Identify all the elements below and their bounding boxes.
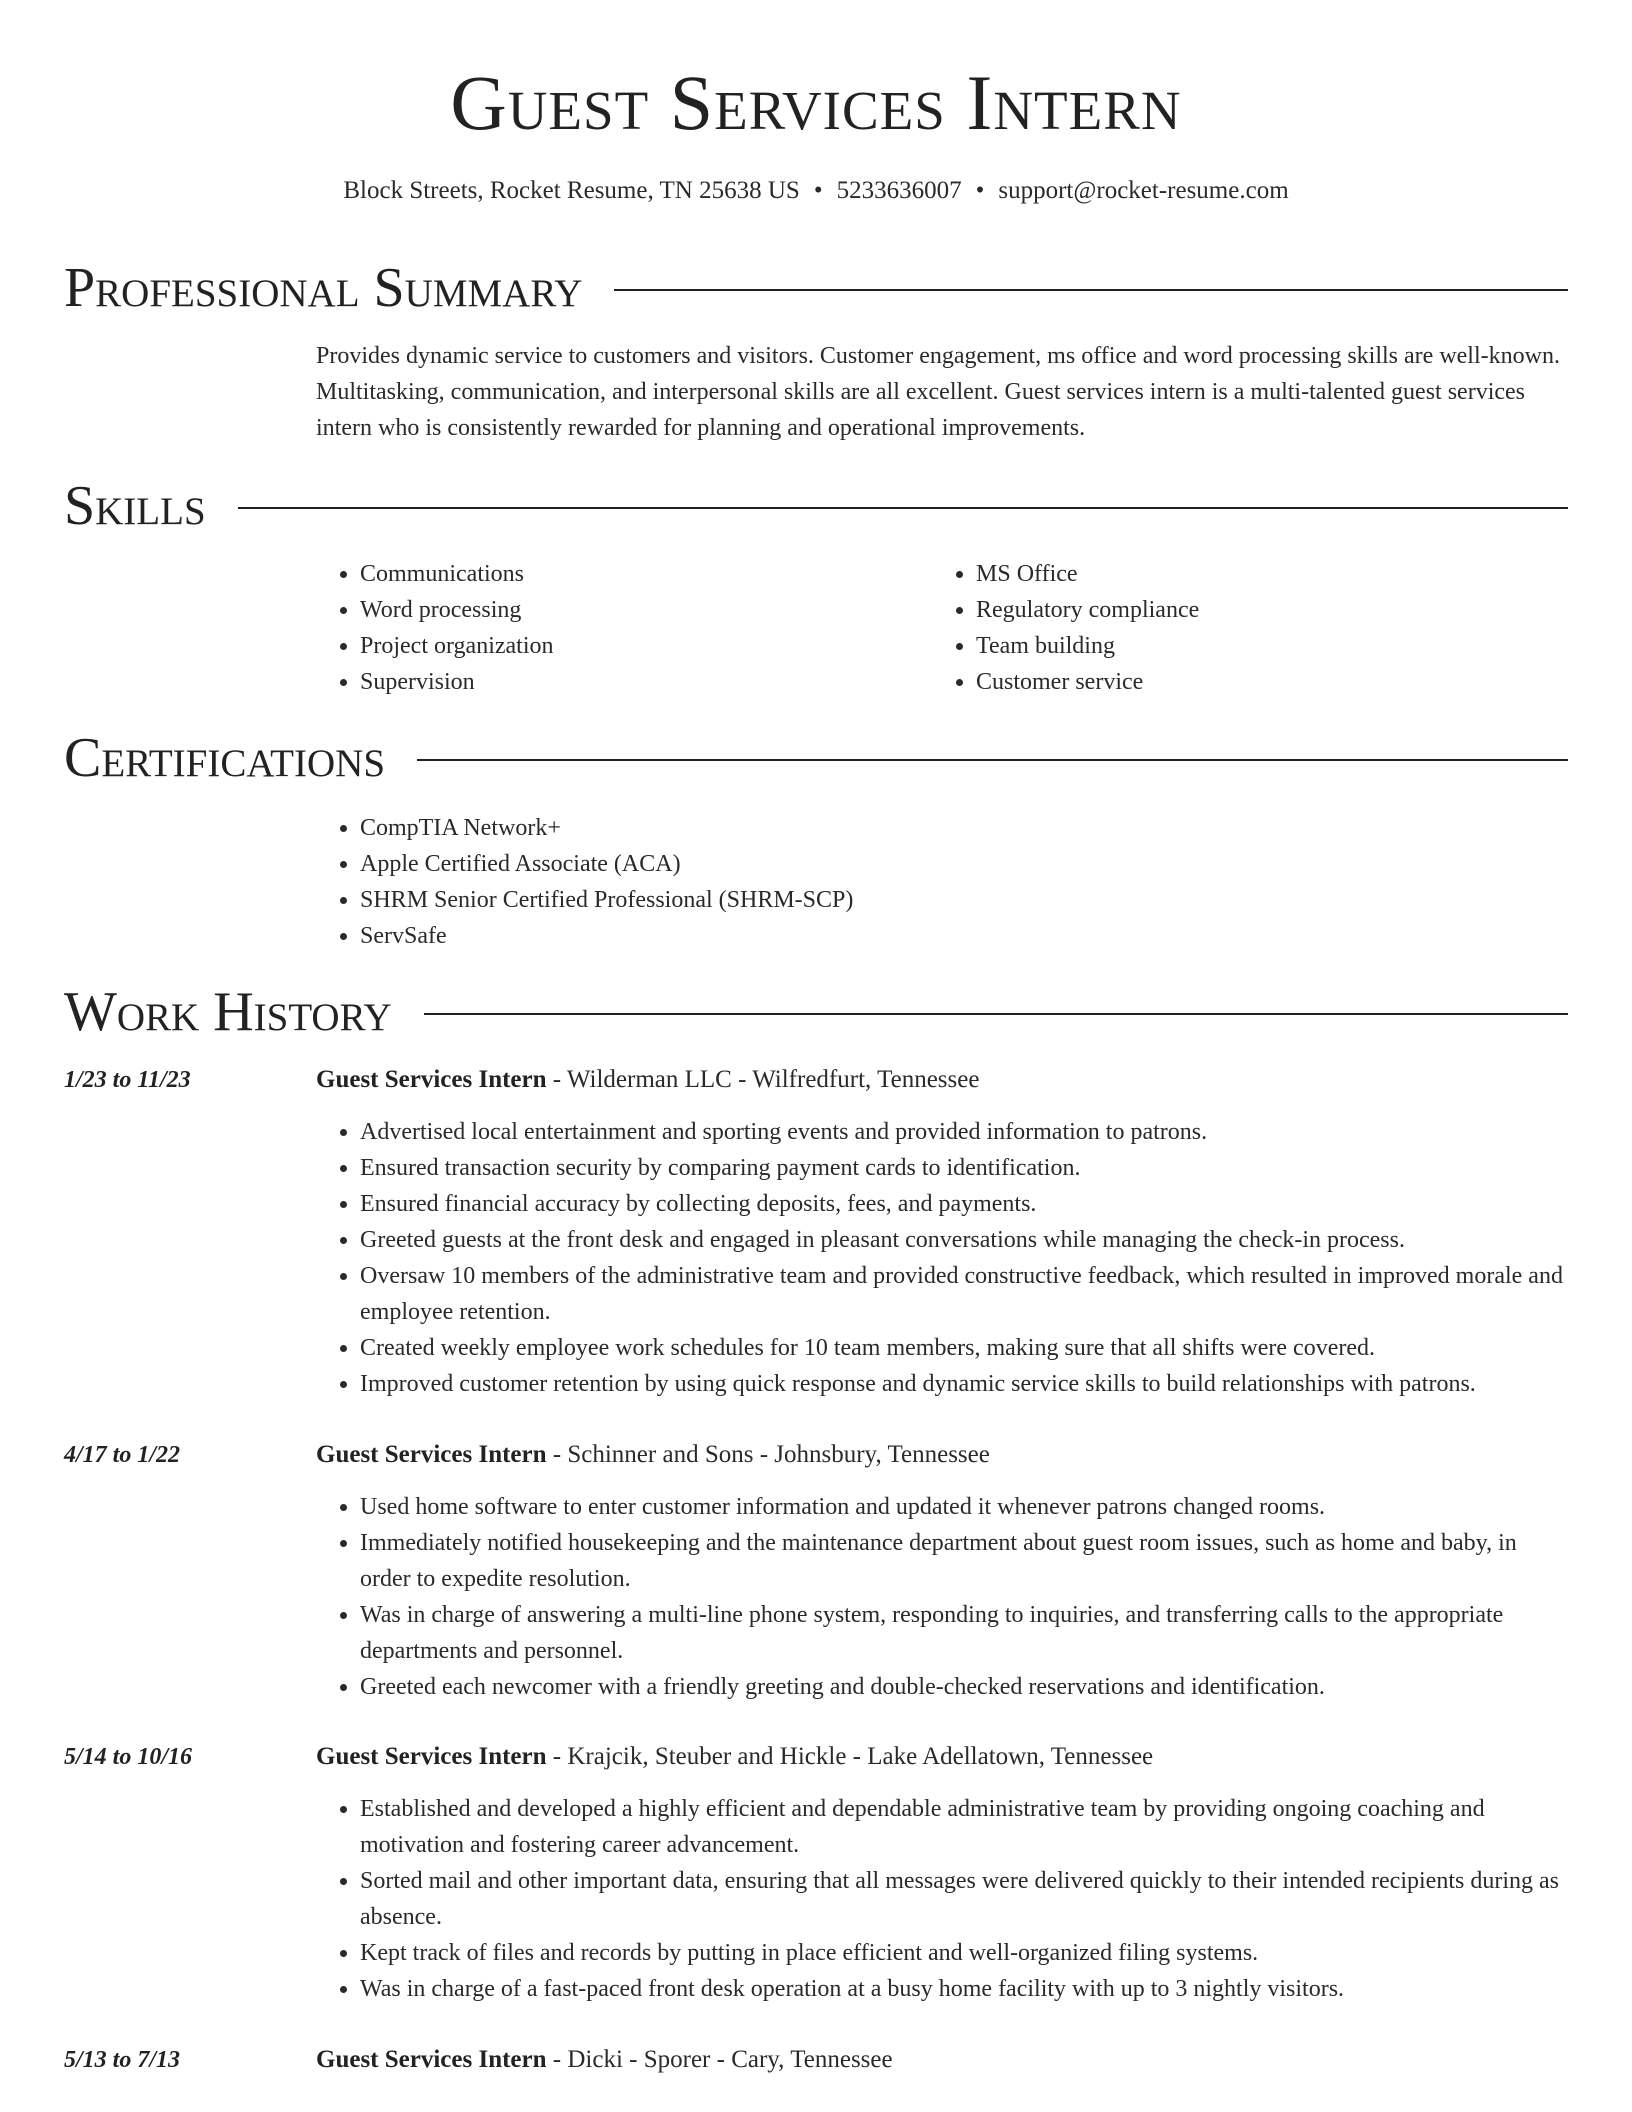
section-heading-summary <box>64 256 1568 320</box>
job-dates: 5/13 to 7/13 <box>64 2047 181 2073</box>
duty-item: • Ensured transaction security by comparing payment cards to identification. <box>360 1150 1572 1186</box>
job-heading <box>316 1437 990 1473</box>
certification-item: • CompTIA Network+ <box>360 810 1316 846</box>
section-heading-skills <box>64 474 1568 538</box>
duty-item: • Greeted guests at the front desk and engaged in pleasant conversations while managing the check-in process. <box>360 1222 1572 1258</box>
summary-text: Provides dynamic service to customers and visitors. Customer engagement, ms office and word processing skills are well-known. Multitasking, communication, and interpersonal skills are all excellent. Guest services intern is a multi-talented guest services intern who is consistently rewarded for planning and operational improvements. <box>316 343 1560 441</box>
certification-item: • ServSafe <box>360 918 1316 954</box>
duty-item: • Used home software to enter customer information and updated it whenever patrons changed rooms. <box>360 1489 1572 1525</box>
section-title: Certifications <box>64 727 386 789</box>
contact-separator: • <box>813 177 823 204</box>
section-heading-work-history <box>64 980 1568 1044</box>
section-title: Professional Summary <box>64 257 583 319</box>
certifications-list <box>316 810 1316 954</box>
section-title: Work History <box>64 981 392 1043</box>
duty-item: • Oversaw 10 members of the administrative team and provided constructive feedback, which resulted in improved morale and employee retention. <box>360 1258 1572 1330</box>
job-dates: 4/17 to 1/22 <box>64 1442 181 1468</box>
job-role: Guest Services Intern <box>316 1743 547 1770</box>
section-divider <box>614 289 1568 291</box>
duty-item: • Established and developed a highly efficient and dependable administrative team by providing ongoing coaching and motivation and fostering career advancement. <box>360 1791 1572 1863</box>
skill-item: • MS Office <box>976 556 1532 592</box>
skill-item: • Word processing <box>360 592 916 628</box>
job-dates: 5/14 to 10/16 <box>64 1744 193 1770</box>
duty-item: • Kept track of files and records by putting in place efficient and well-organized filing systems. <box>360 1935 1572 1971</box>
job-dates: 1/23 to 11/23 <box>64 1067 191 1093</box>
duty-item: • Immediately notified housekeeping and the maintenance department about guest room issues, such as home and baby, in order to expedite resolution. <box>360 1525 1572 1597</box>
section-divider <box>238 507 1568 509</box>
section-title: Skills <box>64 475 206 537</box>
job-role: Guest Services Intern <box>316 1441 547 1468</box>
contact-email: support@rocket-resume.com <box>998 177 1289 204</box>
section-divider <box>424 1013 1568 1015</box>
contact-separator: • <box>975 177 985 204</box>
job-heading <box>316 1739 1153 1775</box>
section-divider <box>417 759 1568 761</box>
skill-item: • Supervision <box>360 664 916 700</box>
contact-line <box>0 174 1632 208</box>
duty-item: • Improved customer retention by using quick response and dynamic service skills to build relationships with patrons. <box>360 1366 1572 1402</box>
skills-column-right <box>932 556 1532 700</box>
skills-column-left <box>316 556 916 700</box>
job-heading <box>316 2042 893 2078</box>
job-employer: - Schinner and Sons - Johnsbury, Tennessee <box>546 1441 990 1468</box>
certification-item: • SHRM Senior Certified Professional (SHRM-SCP) <box>360 882 1316 918</box>
job-role: Guest Services Intern <box>316 1066 547 1093</box>
duty-item: • Was in charge of a fast-paced front desk operation at a busy home facility with up to 3 nightly visitors. <box>360 1971 1572 2007</box>
job-employer: - Dicki - Sporer - Cary, Tennessee <box>546 2046 893 2073</box>
duty-item: • Sorted mail and other important data, ensuring that all messages were delivered quickly to their intended recipients during as absence. <box>360 1863 1572 1935</box>
duty-item: • Greeted each newcomer with a friendly greeting and double-checked reservations and identification. <box>360 1669 1572 1705</box>
contact-phone: 5233636007 <box>836 177 962 204</box>
job-heading <box>316 1062 979 1098</box>
job-employer: - Krajcik, Steuber and Hickle - Lake Adellatown, Tennessee <box>546 1743 1154 1770</box>
skill-item: • Communications <box>360 556 916 592</box>
skill-item: • Customer service <box>976 664 1532 700</box>
duty-item: • Ensured financial accuracy by collecting deposits, fees, and payments. <box>360 1186 1572 1222</box>
section-heading-certifications <box>64 726 1568 790</box>
job-duties <box>316 1791 1572 2007</box>
contact-address: Block Streets, Rocket Resume, TN 25638 US <box>343 177 800 204</box>
job-employer: - Wilderman LLC - Wilfredfurt, Tennessee <box>546 1066 980 1093</box>
skill-item: • Project organization <box>360 628 916 664</box>
certification-item: • Apple Certified Associate (ACA) <box>360 846 1316 882</box>
skill-item: • Team building <box>976 628 1532 664</box>
candidate-name: Guest Services Intern <box>450 59 1182 146</box>
job-duties <box>316 1114 1572 1402</box>
skill-item: • Regulatory compliance <box>976 592 1532 628</box>
job-duties <box>316 1489 1572 1705</box>
job-role: Guest Services Intern <box>316 2046 547 2073</box>
duty-item: • Advertised local entertainment and sporting events and provided information to patrons. <box>360 1114 1572 1150</box>
duty-item: • Created weekly employee work schedules for 10 team members, making sure that all shifts were covered. <box>360 1330 1572 1366</box>
duty-item: • Was in charge of answering a multi-line phone system, responding to inquiries, and transferring calls to the appropriate departments and personnel. <box>360 1597 1572 1669</box>
